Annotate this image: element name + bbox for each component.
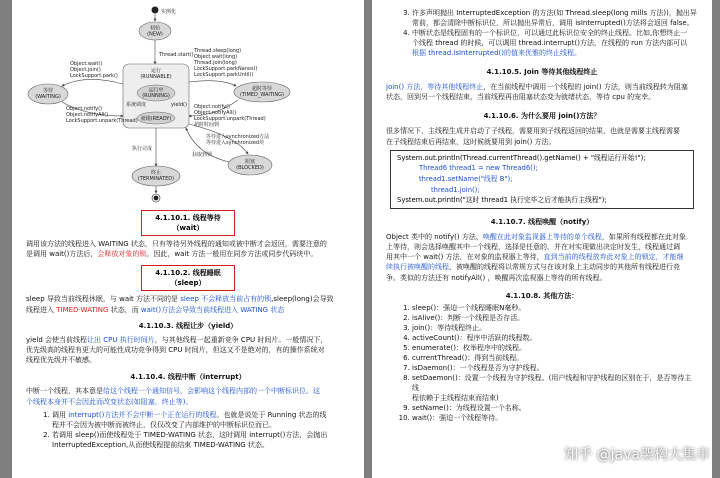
svg-text:运行: 运行 bbox=[150, 68, 162, 74]
watermark: 知乎 @java架构大集市 bbox=[564, 447, 710, 463]
svg-text:LockSupport.parkUntil(): LockSupport.parkUntil() bbox=[194, 72, 254, 78]
code-line: System.out.println(Thread.currentThread().getName() + "线程运行开始!"); bbox=[397, 153, 646, 162]
svg-text:LockSupport.unpark(Thread): LockSupport.unpark(Thread) bbox=[66, 118, 138, 124]
state-timed-waiting bbox=[234, 82, 290, 102]
svg-text:(BLOCKED): (BLOCKED) bbox=[236, 165, 264, 171]
list-item: 4. 中断状态是线程固有的一个标识位，可以通过此标识位安全的终止线程。比如,你想终止一 个线程 thread 的时候，可以调用 thread.interrupt()方法，在线程的 run 方法内部可以 根据 thread.isInterrupted()的值来优雅的终止线程。 bbox=[412, 28, 698, 58]
svg-text:LockSupport.parkNanos(): LockSupport.parkNanos() bbox=[194, 66, 258, 72]
heading-other-methods: 4.1.10.8. 其他方法： bbox=[505, 291, 579, 300]
right-page bbox=[372, 0, 712, 478]
method-item: 7. isDaemon()：一个线程是否为守护线程。 bbox=[412, 363, 698, 373]
svg-text:(TIMED_WAITING): (TIMED_WAITING) bbox=[240, 92, 284, 98]
svg-text:Object.wait(long): Object.wait(long) bbox=[194, 54, 238, 60]
svg-text:(RUNNABLE): (RUNNABLE) bbox=[140, 74, 172, 80]
svg-text:实例化: 实例化 bbox=[161, 9, 177, 15]
svg-text:超时时间到: 超时时间到 bbox=[194, 122, 220, 128]
heading-why-join: 4.1.10.6. 为什么要用 join()方法？ bbox=[483, 112, 601, 121]
heading-notify: 4.1.10.7. 线程唤醒（notify） bbox=[490, 217, 594, 226]
method-item: 8. setDaemon()：设置一个线程为守护线程。(用户线程和守护线程的区别在于，是否等待主线 程依赖于主线程结束而结束) bbox=[412, 373, 698, 403]
yield-paragraph: yield 会使当前线程让出 CPU 执行时间片，与其他线程一起重新竞争 CPU 时间片。一般情况下， 优先级高的线程有更大的可能性成功竞争得到 CPU 时间片，但这又不是绝对的，有的操作系统对 线程优先级并不敏感。 bbox=[26, 335, 328, 365]
state-blocked bbox=[228, 155, 272, 175]
method-item: 3. join()：等待线程终止。 bbox=[412, 323, 698, 333]
left-page bbox=[12, 0, 364, 478]
start-label: Thread.start() bbox=[159, 52, 194, 58]
svg-text:(TERMINATED): (TERMINATED) bbox=[137, 176, 175, 182]
method-item: 2. isAlive()：判断一个线程是否存活。 bbox=[412, 313, 698, 323]
svg-text:系统调度: 系统调度 bbox=[126, 102, 147, 108]
svg-text:LockSupport.park(): LockSupport.park() bbox=[70, 73, 118, 79]
interrupt-list-continued bbox=[386, 8, 698, 58]
interrupt-paragraph: 中断一个线程，其本意是给这个线程一个通知信号，会影响这个线程内部的一个中断标识位。这 个线程本身并不会因此而改变状态(如阻塞，终止等)。 bbox=[26, 387, 320, 406]
svg-text:Object.notifyAll(): Object.notifyAll() bbox=[66, 112, 109, 118]
code-line: Thread6 thread1 = new Thread6(); bbox=[419, 164, 538, 173]
method-item: 5. enumerate()：枚举程序中的线程。 bbox=[412, 343, 698, 353]
interrupt-list bbox=[26, 410, 350, 450]
svg-text:获取到锁: 获取到锁 bbox=[192, 152, 213, 158]
section-wait bbox=[26, 210, 350, 259]
svg-text:Object.notifyAll(): Object.notifyAll() bbox=[194, 110, 237, 116]
svg-text:Object.notify(): Object.notify() bbox=[66, 106, 102, 112]
method-item: 1. sleep()：强迫一个线程睡眠N毫秒。 bbox=[412, 303, 698, 313]
code-line: thread1.join(); bbox=[431, 185, 480, 194]
svg-text:等待进入synchronized块: 等待进入synchronized块 bbox=[206, 140, 265, 146]
svg-text:Object.notify(): Object.notify() bbox=[194, 104, 230, 110]
svg-text:yield(): yield() bbox=[171, 102, 187, 108]
heading-sleep: 4.1.10.2. 线程睡眠（sleep） bbox=[141, 265, 235, 291]
svg-text:超时等待: 超时等待 bbox=[251, 86, 273, 92]
state-new bbox=[139, 7, 176, 41]
heading-yield: 4.1.10.3. 线程让步（yield） bbox=[138, 321, 238, 330]
section-sleep bbox=[26, 265, 350, 314]
join-paragraph: join() 方法，等待其他线程终止，在当前线程中调用一个线程的 join() 方法，则当前线程转为阻塞 状态，回到另一个线程结束，当前线程再由阻塞状态变为就绪状态，等待 cpu 的宠幸。 bbox=[386, 83, 688, 102]
code-line: System.out.println("这时 thread1 执行完毕之后才能执行主线程"); bbox=[397, 196, 607, 205]
code-line: thread1.setName("线程 B"); bbox=[419, 175, 513, 183]
section-interrupt bbox=[26, 372, 350, 449]
svg-text:(RUNNING): (RUNNING) bbox=[142, 93, 170, 99]
method-item: 10. wait()：强迫一个线程等待。 bbox=[412, 413, 698, 423]
heading-join: 4.1.10.5. Join 等待其他线程终止 bbox=[486, 68, 598, 76]
svg-text:LockSupport.unpark(Thread): LockSupport.unpark(Thread) bbox=[194, 116, 266, 122]
svg-text:Thread.sleep(long): Thread.sleep(long) bbox=[194, 48, 242, 54]
svg-text:执行完成: 执行完成 bbox=[132, 146, 153, 152]
list-item: 2. 若调用 sleep()而使线程处于 TIMED-WATING 状态，这时调用 interrupt()方法，会抛出 InterruptedException,从而使线程提前结束 TIMED-WATING 状态。 bbox=[52, 430, 350, 450]
svg-text:(WAITING): (WAITING) bbox=[35, 94, 61, 100]
svg-text:等待进入synchronized方法: 等待进入synchronized方法 bbox=[206, 134, 270, 140]
method-item: 6. currentThread()：得到当前线程。 bbox=[412, 353, 698, 363]
svg-text:终止: 终止 bbox=[150, 170, 162, 176]
sleep-paragraph: sleep 导致当前线程休眠，与 wait 方法不同的是 sleep 不会释放当前占有的锁,sleep(long)会导致 线程进入 TIMED-WATING 状态，而 wait()方法会导致当前线程进入 WATING 状态 bbox=[26, 295, 334, 314]
list-item: 1. 调用 interrupt()方法并不会中断一个正在运行的线程。也就是说处于 Running 状态的线 程并不会因为被中断而被终止，仅仅改变了内部维护的中断标识位而已。 bbox=[52, 410, 350, 430]
code-block bbox=[390, 150, 694, 209]
heading-wait: 4.1.10.1. 线程等待（wait） bbox=[141, 210, 235, 236]
svg-text:Object.join(): Object.join() bbox=[70, 67, 101, 73]
svg-text:Thread.join(long): Thread.join(long) bbox=[194, 60, 237, 66]
section-yield bbox=[26, 321, 350, 366]
wait-paragraph: 调用该方法的线程进入 WAITING 状态，只有等待另外线程的通知或被中断才会返回，需要注意的 是调用 wait()方法后，会释放对象的锁。因此，wait 方法一般用在同步方法或同步代码块中。 bbox=[26, 240, 327, 259]
svg-text:运行中: 运行中 bbox=[148, 87, 164, 94]
svg-text:阻塞: 阻塞 bbox=[244, 159, 256, 165]
thread-state-diagram bbox=[26, 4, 350, 204]
state-waiting bbox=[28, 84, 68, 104]
heading-interrupt: 4.1.10.4. 线程中断（interrupt） bbox=[130, 373, 246, 382]
state-terminated bbox=[132, 166, 180, 202]
svg-text:初始: 初始 bbox=[149, 25, 161, 32]
svg-text:(NEW): (NEW) bbox=[147, 31, 163, 38]
method-item: 4. activeCount()：程序中活跃的线程数。 bbox=[412, 333, 698, 343]
other-methods-list bbox=[386, 303, 698, 423]
why-join-paragraph: 很多情况下，主线程生成并启动了子线程，需要用到子线程返回的结果，也就是需要主线程需要 在子线程结束后再结束，这时候就要用到 join() 方法。 bbox=[386, 127, 680, 146]
notify-paragraph: Object 类中的 notify() 方法，唤醒在此对象监视器上等待的单个线程，如果所有线程都在此对象 上等待，则会选择唤醒其中一个线程，选择是任意的，并在对实现做出决定时发生，线程通过调 用其中一个 wait() 方法，在对象的监视器上等待，直到当前的线程放弃此对象上的锁定，才能继 续执行被唤醒的线程，被唤醒的线程将以常规方式与在该对象上主动同步的其他所有线程进行竞 争。类似的方法还有 notifyAll() ，唤醒再次监视器上等待的所有线程。 bbox=[386, 232, 686, 282]
svg-text:就绪(READY): 就绪(READY) bbox=[140, 116, 172, 122]
method-item: 9. setName()：为线程设置一个名称。 bbox=[412, 403, 698, 413]
list-item: 3. 许多声明抛出 InterruptedException 的方法(如 Thread.sleep(long mills 方法))，抛出异 常前，都会清除中断标识位，所以抛出异常后，调用 isInterrupted()方法将会返回 false。 bbox=[412, 8, 698, 28]
svg-text:Object.wait(): Object.wait() bbox=[70, 61, 103, 67]
svg-text:等待: 等待 bbox=[42, 88, 54, 94]
